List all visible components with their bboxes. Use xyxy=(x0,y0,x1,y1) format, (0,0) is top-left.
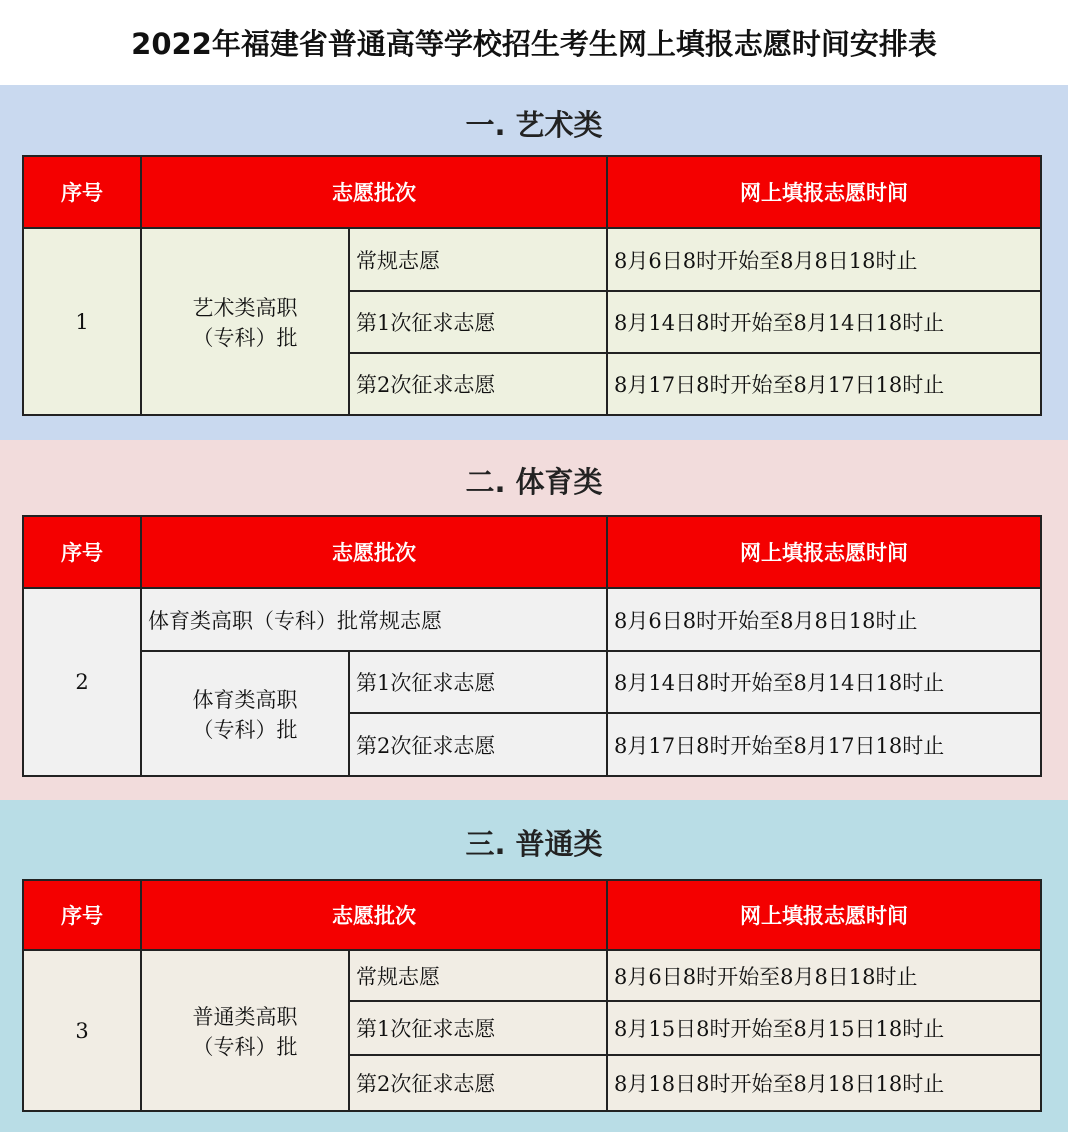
section-general xyxy=(0,800,1068,1132)
schedule-table xyxy=(22,155,1042,416)
batch-full-cell: 体育类高职（专科）批常规志愿 xyxy=(141,588,607,651)
type-cell: 第2次征求志愿 xyxy=(349,353,607,415)
time-cell: 8月18日8时开始至8月18日18时止 xyxy=(607,1055,1041,1111)
time-cell: 8月6日8时开始至8月8日18时止 xyxy=(607,228,1041,291)
table-row xyxy=(23,588,1041,651)
schedule-table xyxy=(22,879,1042,1112)
type-cell: 第1次征求志愿 xyxy=(349,1001,607,1055)
type-cell: 第1次征求志愿 xyxy=(349,291,607,353)
batch-cell: 普通类高职（专科）批 xyxy=(141,950,349,1111)
header-batch: 志愿批次 xyxy=(141,516,607,588)
type-cell: 第2次征求志愿 xyxy=(349,713,607,776)
time-cell: 8月15日8时开始至8月15日18时止 xyxy=(607,1001,1041,1055)
header-seq: 序号 xyxy=(23,156,141,228)
time-cell: 8月14日8时开始至8月14日18时止 xyxy=(607,291,1041,353)
section-heading: 三. 普通类 xyxy=(465,827,603,861)
header-batch: 志愿批次 xyxy=(141,880,607,950)
section-art xyxy=(0,85,1068,440)
time-cell: 8月17日8时开始至8月17日18时止 xyxy=(607,713,1041,776)
seq-cell: 1 xyxy=(23,228,141,415)
section-sports xyxy=(0,440,1068,800)
type-cell: 第1次征求志愿 xyxy=(349,651,607,713)
type-cell: 常规志愿 xyxy=(349,950,607,1001)
header-time: 网上填报志愿时间 xyxy=(607,156,1041,228)
type-cell: 常规志愿 xyxy=(349,228,607,291)
header-seq: 序号 xyxy=(23,880,141,950)
batch-cell: 艺术类高职（专科）批 xyxy=(141,228,349,415)
header-time: 网上填报志愿时间 xyxy=(607,516,1041,588)
section-heading: 一. 艺术类 xyxy=(465,108,603,142)
seq-cell: 3 xyxy=(23,950,141,1111)
time-cell: 8月14日8时开始至8月14日18时止 xyxy=(607,651,1041,713)
schedule-table xyxy=(22,515,1042,777)
section-heading: 二. 体育类 xyxy=(465,465,603,499)
table-row xyxy=(23,651,1041,713)
batch-cell: 体育类高职（专科）批 xyxy=(141,651,349,776)
time-cell: 8月6日8时开始至8月8日18时止 xyxy=(607,950,1041,1001)
type-cell: 第2次征求志愿 xyxy=(349,1055,607,1111)
seq-cell: 2 xyxy=(23,588,141,776)
time-cell: 8月17日8时开始至8月17日18时止 xyxy=(607,353,1041,415)
table-row xyxy=(23,950,1041,1001)
table-row xyxy=(23,228,1041,291)
time-cell: 8月6日8时开始至8月8日18时止 xyxy=(607,588,1041,651)
header-time: 网上填报志愿时间 xyxy=(607,880,1041,950)
header-seq: 序号 xyxy=(23,516,141,588)
header-batch: 志愿批次 xyxy=(141,156,607,228)
page-title: 2022年福建省普通高等学校招生考生网上填报志愿时间安排表 xyxy=(131,27,937,61)
